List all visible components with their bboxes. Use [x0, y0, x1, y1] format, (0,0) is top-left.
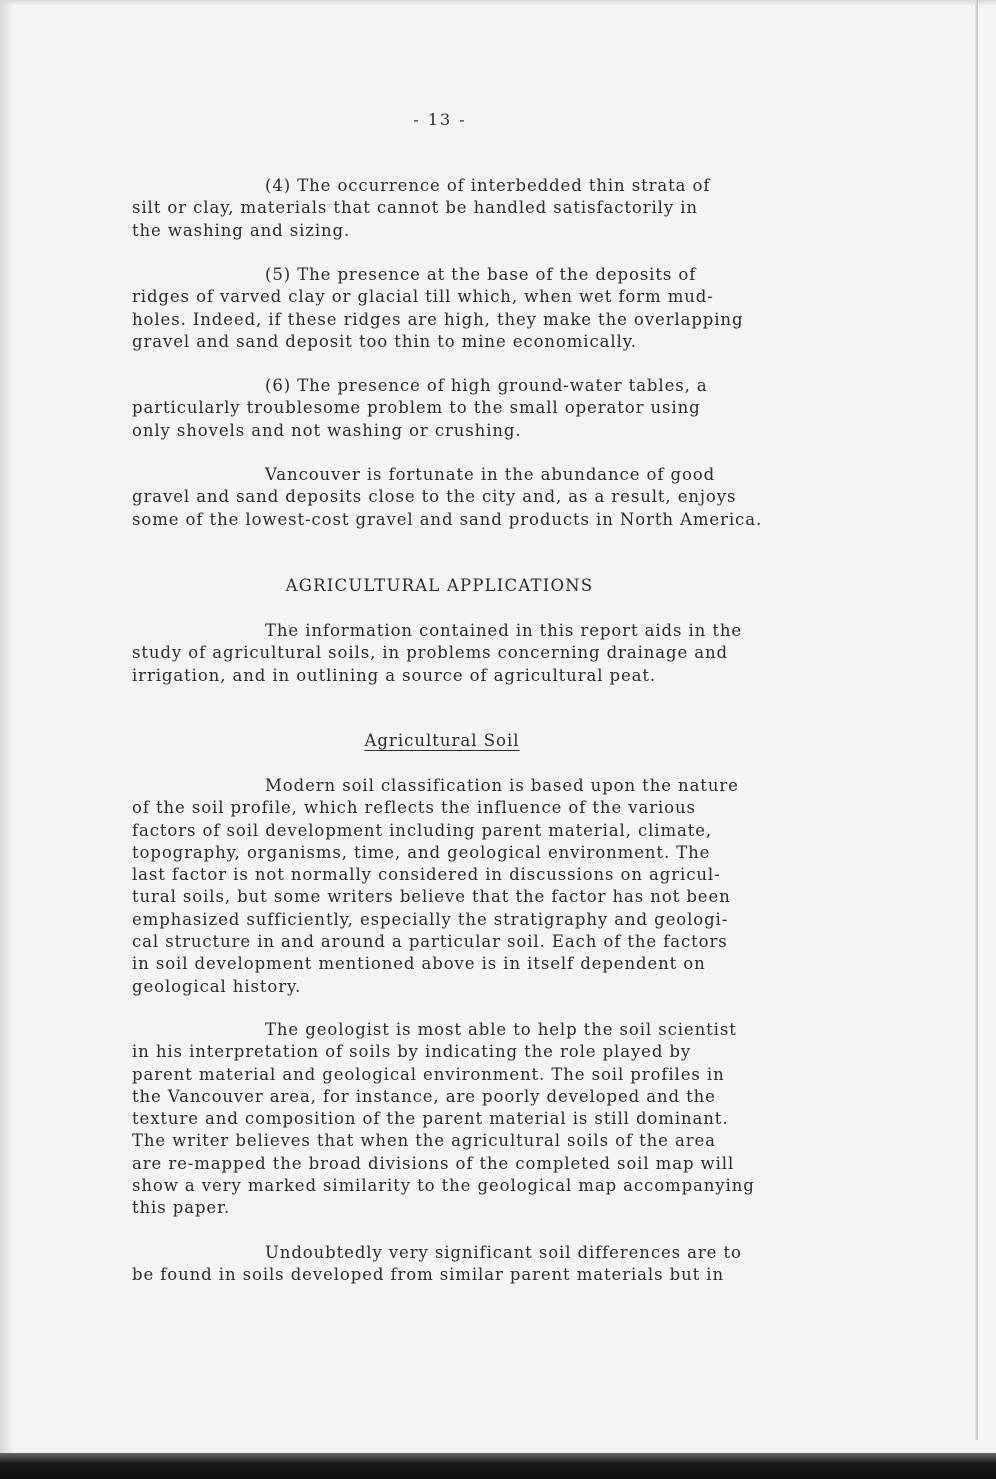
- paragraph-item-5: [132, 264, 812, 353]
- section-heading-agricultural-applications: AGRICULTURAL APPLICATIONS: [285, 576, 594, 595]
- text-line: geological history.: [132, 976, 302, 996]
- text-line: study of agricultural soils, in problems concerning drainage and: [132, 643, 729, 663]
- text-line: (6) The presence of high ground-water tables, a: [265, 376, 708, 395]
- text-line: the Vancouver area, for instance, are poorly developed and the: [132, 1086, 716, 1106]
- text-line: particularly troublesome problem to the small operator using: [132, 398, 701, 418]
- text-line: The writer believes that when the agricultural soils of the area: [132, 1131, 716, 1151]
- text-line: tural soils, but some writers believe that the factor has not been: [132, 887, 731, 907]
- page-left-shade: [0, 0, 14, 1479]
- text-line: only shovels and not washing or crushing.: [132, 420, 522, 440]
- text-line: The geologist is most able to help the soil scientist: [265, 1020, 737, 1039]
- page-bottom-binding: [0, 1453, 996, 1479]
- text-line: some of the lowest-cost gravel and sand products in North America.: [132, 509, 763, 529]
- text-line: (4) The occurrence of interbedded thin strata of: [265, 176, 711, 195]
- text-line: holes. Indeed, if these ridges are high, they make the overlapping: [132, 309, 744, 329]
- paragraph-vancouver: [132, 464, 812, 531]
- text-line: this paper.: [132, 1198, 231, 1218]
- text-line: Vancouver is fortunate in the abundance of good: [265, 465, 716, 484]
- text-line: are re-mapped the broad divisions of the completed soil map will: [132, 1153, 735, 1173]
- paragraph-item-4: [132, 175, 812, 242]
- text-line: Modern soil classification is based upon the nature: [265, 776, 739, 795]
- text-line: show a very marked similarity to the geological map accompanying: [132, 1176, 755, 1196]
- page-right-edge: [975, 0, 978, 1440]
- paragraph-agricultural-intro: [132, 620, 812, 687]
- text-line: of the soil profile, which reflects the influence of the various: [132, 798, 696, 818]
- text-line: gravel and sand deposit too thin to mine economically.: [132, 331, 637, 351]
- text-line: topography, organisms, time, and geological environment. The: [132, 842, 711, 862]
- text-line: be found in soils developed from similar parent materials but in: [132, 1265, 724, 1285]
- text-line: cal structure in and around a particular soil. Each of the factors: [132, 932, 728, 952]
- text-line: in soil development mentioned above is in itself dependent on: [132, 954, 706, 974]
- text-line: silt or clay, materials that cannot be handled satisfactorily in: [132, 198, 698, 218]
- text-line: ridges of varved clay or glacial till which, when wet form mud-: [132, 287, 714, 307]
- text-line: parent material and geological environment. The soil profiles in: [132, 1064, 725, 1084]
- paragraph-item-6: [132, 375, 812, 442]
- page-number: - 13 -: [413, 110, 467, 129]
- text-line: gravel and sand deposits close to the city and, as a result, enjoys: [132, 487, 737, 507]
- text-line: in his interpretation of soils by indicating the role played by: [132, 1042, 692, 1062]
- text-line: the washing and sizing.: [132, 220, 351, 240]
- paragraph-undoubtedly: [132, 1242, 812, 1287]
- text-line: Undoubtedly very significant soil differences are to: [265, 1243, 742, 1262]
- text-line: factors of soil development including parent material, climate,: [132, 820, 713, 840]
- paragraph-geologist: [132, 1019, 812, 1220]
- text-line: emphasized sufficiently, especially the stratigraphy and geologi-: [132, 909, 729, 929]
- text-line: The information contained in this report aids in the: [265, 621, 743, 640]
- page-top-shadow: [0, 0, 996, 6]
- text-line: last factor is not normally considered in discussions on agricul-: [132, 865, 721, 885]
- subsection-heading-agricultural-soil: [132, 731, 752, 750]
- subsection-heading-text: Agricultural Soil: [364, 731, 520, 750]
- text-line: texture and composition of the parent material is still dominant.: [132, 1109, 729, 1129]
- text-line: (5) The presence at the base of the deposits of: [265, 265, 697, 284]
- text-line: irrigation, and in outlining a source of agricultural peat.: [132, 665, 657, 685]
- paragraph-modern-soil-classification: [132, 775, 812, 998]
